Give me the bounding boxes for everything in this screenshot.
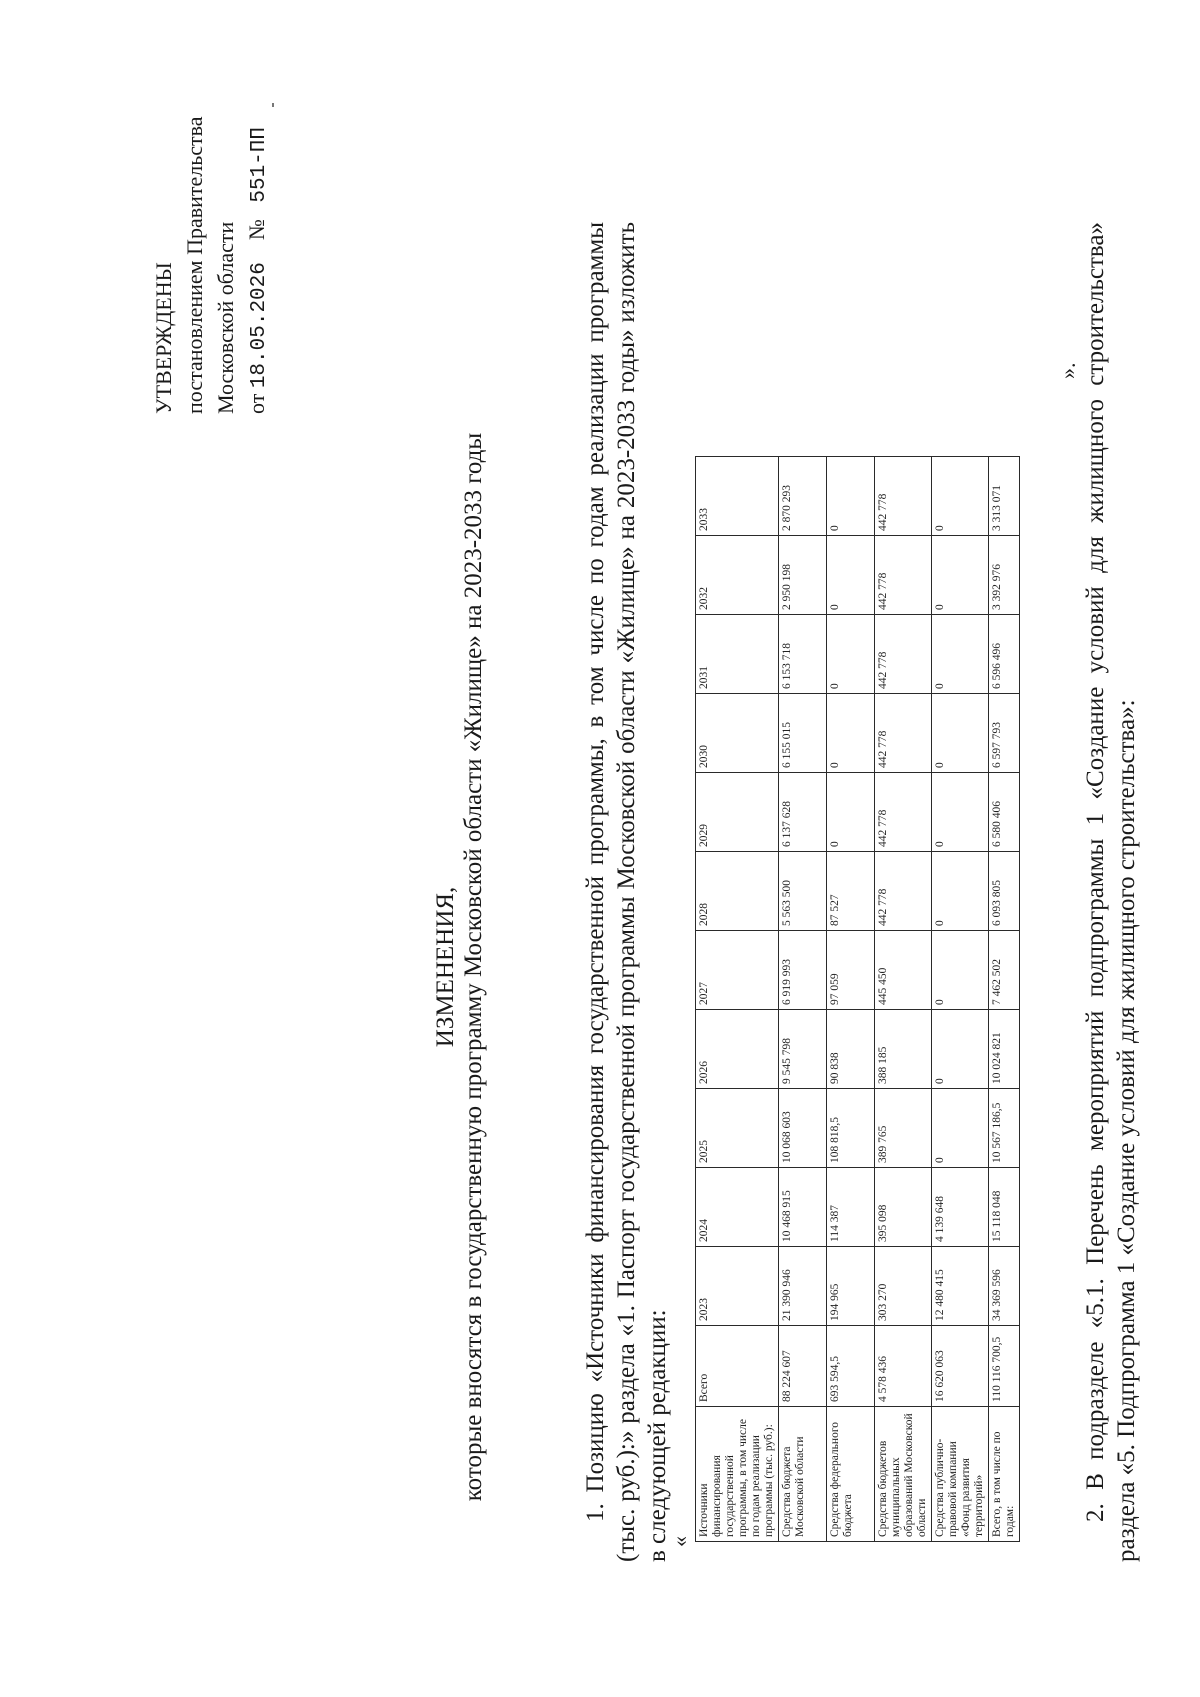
table-cell: 3 313 071 bbox=[989, 457, 1020, 536]
table-cell: 445 450 bbox=[875, 931, 932, 1010]
table-header-cell: 2024 bbox=[696, 1168, 779, 1247]
opening-quote: « bbox=[667, 1536, 692, 1547]
table-cell: Средства бюджета Московской области bbox=[779, 1407, 827, 1542]
table-cell: Средства бюджетов муниципальных образований Московской области bbox=[875, 1407, 932, 1542]
approval-region: Московской области bbox=[213, 221, 238, 414]
table-header-cell: 2027 bbox=[696, 931, 779, 1010]
table-header-cell: 2030 bbox=[696, 694, 779, 773]
table-cell: 110 116 700,5 bbox=[989, 1326, 1020, 1407]
scan-speck bbox=[272, 103, 274, 107]
financing-table bbox=[695, 456, 1020, 1542]
paragraph-1 bbox=[580, 222, 673, 1562]
approval-date: 18.05.2026 bbox=[248, 262, 271, 389]
approval-title: УТВЕРЖДЕНЫ bbox=[151, 262, 176, 414]
table-cell: 0 bbox=[827, 694, 875, 773]
table-cell: Средства федерального бюджета bbox=[827, 1407, 875, 1542]
approval-date-line bbox=[241, 116, 275, 414]
table-cell: 303 270 bbox=[875, 1247, 932, 1326]
table-cell: 693 594,5 bbox=[827, 1326, 875, 1407]
table-cell: Всего, в том числе по годам: bbox=[989, 1407, 1020, 1542]
table-cell: 21 390 946 bbox=[779, 1247, 827, 1326]
table-header-cell: 2023 bbox=[696, 1247, 779, 1326]
number-sign: № bbox=[244, 219, 269, 241]
table-cell: 108 818,5 bbox=[827, 1089, 875, 1168]
table-cell: 6 137 628 bbox=[779, 773, 827, 852]
closing-quote: ». bbox=[1055, 362, 1080, 379]
table-cell: 97 059 bbox=[827, 931, 875, 1010]
table-cell: 34 369 596 bbox=[989, 1247, 1020, 1326]
table-cell: 442 778 bbox=[875, 615, 932, 694]
table-cell: Средства публично-правовой компании «Фонд развития территорий» bbox=[932, 1407, 989, 1542]
table-cell: 6 580 406 bbox=[989, 773, 1020, 852]
table-cell: 442 778 bbox=[875, 457, 932, 536]
table-cell: 194 965 bbox=[827, 1247, 875, 1326]
table-cell: 0 bbox=[932, 852, 989, 931]
table-cell: 87 527 bbox=[827, 852, 875, 931]
table-cell: 9 545 798 bbox=[779, 1010, 827, 1089]
table-row bbox=[875, 457, 932, 1542]
table-cell: 442 778 bbox=[875, 694, 932, 773]
table-cell: 0 bbox=[827, 536, 875, 615]
table-cell: 442 778 bbox=[875, 773, 932, 852]
table-cell: 6 155 015 bbox=[779, 694, 827, 773]
table-cell: 16 620 063 bbox=[932, 1326, 989, 1407]
table-cell: 0 bbox=[932, 1010, 989, 1089]
table-cell: 6 093 805 bbox=[989, 852, 1020, 931]
table-row bbox=[827, 457, 875, 1542]
table-cell: 7 462 502 bbox=[989, 931, 1020, 1010]
table-header-cell: 2031 bbox=[696, 615, 779, 694]
table-header-cell: 2028 bbox=[696, 852, 779, 931]
table-cell: 114 387 bbox=[827, 1168, 875, 1247]
table-cell: 389 765 bbox=[875, 1089, 932, 1168]
table-cell: 0 bbox=[932, 615, 989, 694]
table-cell: 10 468 915 bbox=[779, 1168, 827, 1247]
table-cell: 0 bbox=[827, 615, 875, 694]
title-subheading: которые вносятся в государственную программу Московской области «Жилище» на 2023-2033 годы bbox=[460, 432, 487, 1502]
table-cell: 88 224 607 bbox=[779, 1326, 827, 1407]
table-cell: 442 778 bbox=[875, 852, 932, 931]
table-cell: 395 098 bbox=[875, 1168, 932, 1247]
table-cell: 5 563 500 bbox=[779, 852, 827, 931]
table-row bbox=[932, 457, 989, 1542]
table-cell: 6 919 993 bbox=[779, 931, 827, 1010]
table-cell: 10 068 603 bbox=[779, 1089, 827, 1168]
table-cell: 6 597 793 bbox=[989, 694, 1020, 773]
table-cell: 0 bbox=[932, 931, 989, 1010]
table-row bbox=[779, 457, 827, 1542]
table-cell: 0 bbox=[932, 773, 989, 852]
table-cell: 4 578 436 bbox=[875, 1326, 932, 1407]
table-header-cell: 2033 bbox=[696, 457, 779, 536]
approval-stamp bbox=[148, 116, 275, 414]
table-cell: 12 480 415 bbox=[932, 1247, 989, 1326]
table-cell: 388 185 bbox=[875, 1010, 932, 1089]
table-header-cell: 2026 bbox=[696, 1010, 779, 1089]
table-cell: 0 bbox=[932, 694, 989, 773]
table-cell: 3 392 976 bbox=[989, 536, 1020, 615]
approval-issuer: постановлением Правительства bbox=[182, 116, 207, 414]
document-title bbox=[432, 237, 488, 1697]
table-cell: 0 bbox=[932, 536, 989, 615]
table-cell: 10 567 186,5 bbox=[989, 1089, 1020, 1168]
paragraph-2-text: 2. В подразделе «5.1. Перечень мероприятий подпрограммы 1 «Создание условий для жилищного строительства» раздела «5. Подпрограмма 1 «Создание условий для жилищного строительства»: bbox=[1082, 222, 1140, 1562]
table-cell: 0 bbox=[932, 457, 989, 536]
table-cell: 2 950 198 bbox=[779, 536, 827, 615]
table-header-cell: 2025 bbox=[696, 1089, 779, 1168]
table-header-cell: 2029 bbox=[696, 773, 779, 852]
table-cell: 6 153 718 bbox=[779, 615, 827, 694]
table-header-row bbox=[696, 457, 779, 1542]
table-cell: 442 778 bbox=[875, 536, 932, 615]
table-header-cell: 2032 bbox=[696, 536, 779, 615]
table-cell: 0 bbox=[827, 773, 875, 852]
table-cell: 2 870 293 bbox=[779, 457, 827, 536]
table-cell: 10 024 821 bbox=[989, 1010, 1020, 1089]
table-cell: 90 838 bbox=[827, 1010, 875, 1089]
table-cell: 6 596 496 bbox=[989, 615, 1020, 694]
table-cell: 0 bbox=[932, 1089, 989, 1168]
paragraph-2 bbox=[1080, 222, 1142, 1562]
table-cell: 15 118 048 bbox=[989, 1168, 1020, 1247]
date-prefix: от bbox=[244, 393, 269, 414]
paragraph-1-text: 1. Позицию «Источники финансирования государственной программы, в том числе по годам реализации программы (тыс. руб.):» раздела «1. Паспорт государственной программы Московской области «Жилище» на 2023-2033 годы» изложить в следующей редакции: bbox=[582, 222, 671, 1562]
table-cell: 0 bbox=[827, 457, 875, 536]
approval-number: 551-ПП bbox=[248, 127, 271, 203]
table-cell: 4 139 648 bbox=[932, 1168, 989, 1247]
table-row bbox=[989, 457, 1020, 1542]
table-header-cell: Всего bbox=[696, 1326, 779, 1407]
table-header-cell: Источники финансирования государственной программы, в том числе по годам реализации программы (тыс. руб.): bbox=[696, 1407, 779, 1542]
title-heading: ИЗМЕНЕНИЯ, bbox=[432, 886, 459, 1048]
